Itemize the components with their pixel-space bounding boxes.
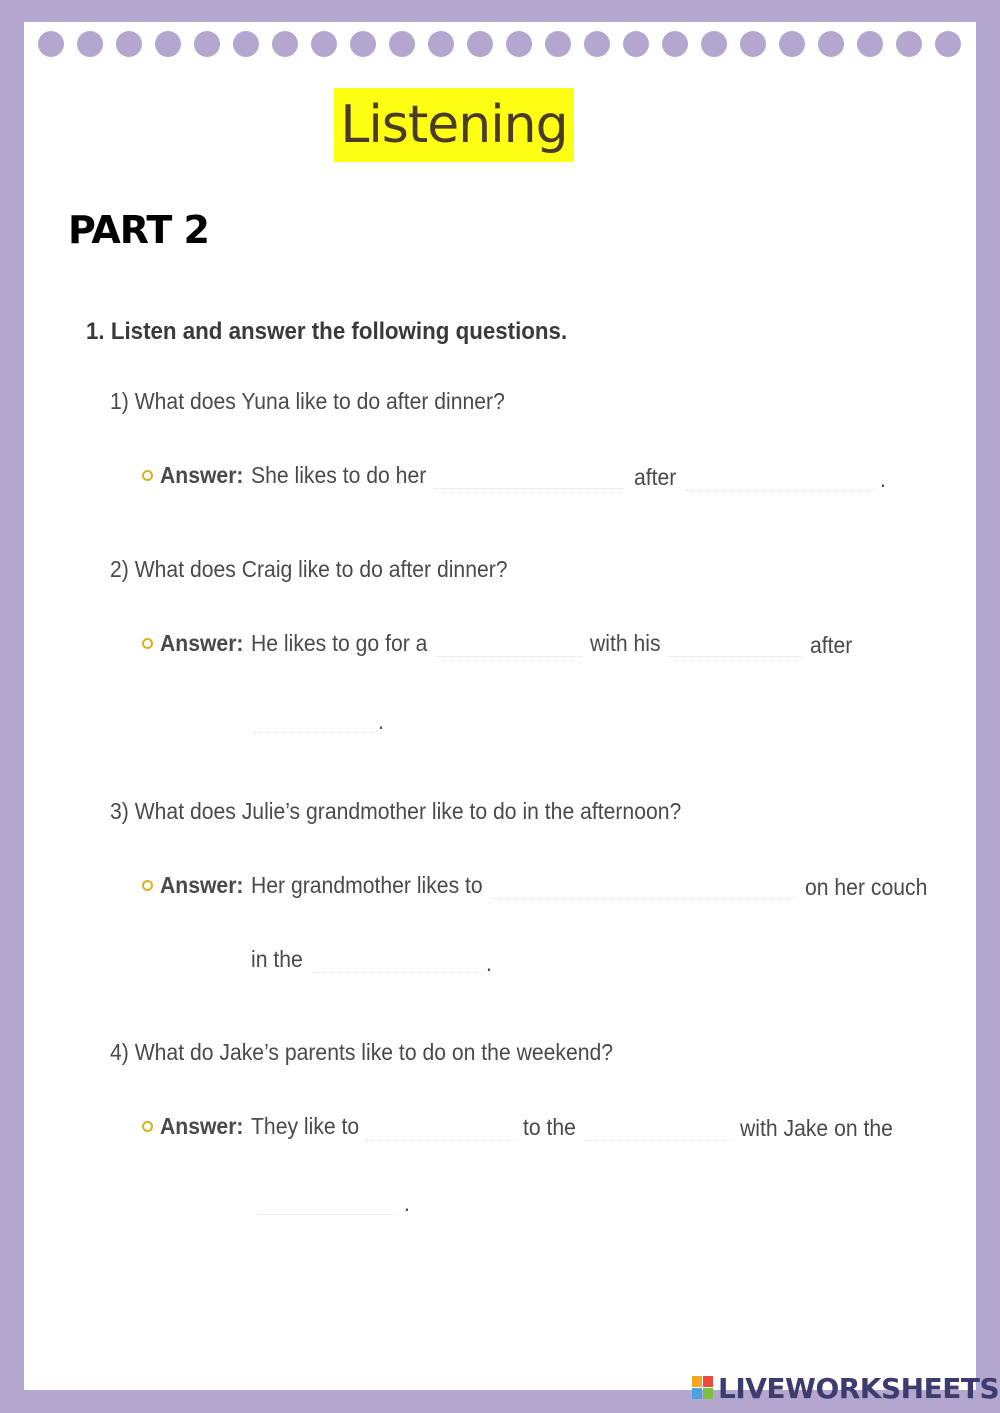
binder-hole [740,31,766,57]
binder-hole [935,31,961,57]
binder-hole [77,31,103,57]
answer-2-blank-2[interactable] [668,656,802,657]
logo-square [703,1388,713,1399]
bullet-icon [142,1121,153,1132]
binder-hole [389,31,415,57]
question-4: 4) What do Jake’s parents like to do on the weekend? [110,1039,614,1065]
binder-hole [896,31,922,57]
answer-3-blank-2[interactable] [312,972,484,973]
answer-label-3: Answer: [160,872,244,898]
answer-1-period: . [880,466,886,492]
binder-hole [467,31,493,57]
answer-4-blank-1[interactable] [366,1140,516,1141]
answer-3-text-b: on her couch [805,874,928,900]
answer-label-2: Answer: [160,630,244,656]
binder-hole [623,31,649,57]
answer-label-1: Answer: [160,462,244,488]
answer-3-blank-1[interactable] [492,898,796,899]
answer-2-text-c: after [810,632,853,658]
answer-3-text-a: Her grandmother likes to [251,872,483,898]
answer-1-text-b: after [634,464,677,490]
binder-hole [818,31,844,57]
logo-square [692,1376,702,1387]
answer-4-period: . [404,1190,410,1216]
logo-icon [692,1376,714,1400]
answer-1-blank-1[interactable] [434,488,624,489]
bullet-icon [142,470,153,481]
logo-text: LIVEWORKSHEETS [718,1371,1000,1405]
binder-hole [428,31,454,57]
answer-2-blank-3[interactable] [252,732,376,733]
binder-hole [584,31,610,57]
binder-hole [701,31,727,57]
binder-hole [233,31,259,57]
binder-holes [38,31,968,61]
question-2: 2) What does Craig like to do after dinner? [110,556,508,582]
answer-3-period: . [486,950,492,976]
answer-4-text-b: to the [523,1114,576,1140]
answer-4-text-a: They like to [251,1113,360,1139]
binder-hole [350,31,376,57]
binder-hole [116,31,142,57]
answer-4-blank-2[interactable] [584,1140,732,1141]
answer-2-period: . [378,708,384,734]
answer-1-blank-2[interactable] [686,490,876,491]
binder-hole [662,31,688,57]
instruction-heading: 1. Listen and answer the following questions. [86,318,568,345]
binder-hole [857,31,883,57]
answer-2-text-b: with his [590,630,661,656]
part-heading: PART 2 [68,208,209,252]
answer-4-text-c: with Jake on the [740,1115,893,1141]
bullet-icon [142,638,153,649]
question-3: 3) What does Julie’s grandmother like to do in the afternoon? [110,798,682,824]
liveworksheets-logo[interactable] [692,1372,999,1404]
answer-1-text-a: She likes to do her [251,462,427,488]
binder-hole [194,31,220,57]
answer-4-blank-3[interactable] [256,1214,396,1215]
binder-hole [779,31,805,57]
question-1: 1) What does Yuna like to do after dinner? [110,388,505,414]
binder-hole [311,31,337,57]
answer-label-4: Answer: [160,1113,244,1139]
page-title: Listening [340,95,568,155]
binder-hole [506,31,532,57]
answer-2-blank-1[interactable] [436,656,582,657]
bullet-icon [142,880,153,891]
logo-square [692,1388,702,1399]
logo-square [703,1376,713,1387]
binder-hole [155,31,181,57]
binder-hole [272,31,298,57]
answer-2-text-a: He likes to go for a [251,630,428,656]
binder-hole [545,31,571,57]
answer-3-text-c: in the [251,946,303,972]
binder-hole [38,31,64,57]
